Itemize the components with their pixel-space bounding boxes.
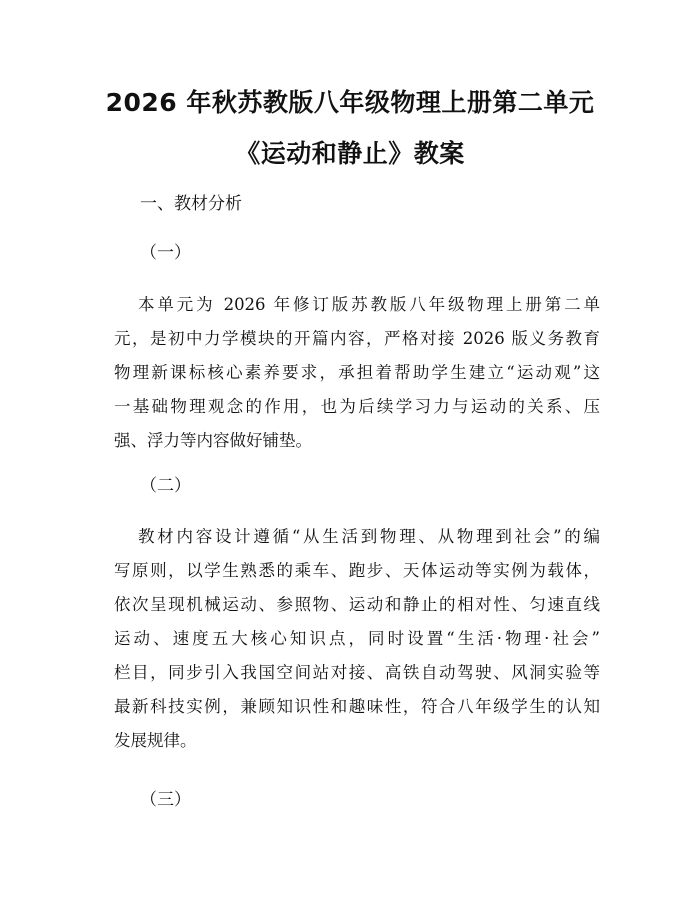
paragraph-line: 最新科技实例，兼顾知识性和趣味性，符合八年级学生的认知 [114,697,600,716]
paragraph-1 [114,288,600,458]
paragraph-line: 本单元为 2026 年修订版苏教版八年级物理上册第二单 [138,295,600,314]
paragraph-2 [114,520,600,758]
document-title-line-2: 《运动和静止》教案 [235,139,465,168]
paragraph-line: 物理新课标核心素养要求，承担着帮助学生建立“运动观”这 [114,363,600,382]
paragraph-line: 运动、速度五大核心知识点，同时设置“生活·物理·社会” [114,629,600,648]
document-title-line-1: 2026 年秋苏教版八年级物理上册第二单元 [105,88,595,117]
paragraph-line: 写原则，以学生熟悉的乘车、跑步、天体运动等实例为载体， [114,561,600,580]
paragraph-line: 强、浮力等内容做好铺垫。 [114,431,312,450]
paragraph-line: 发展规律。 [114,731,197,750]
paragraph-line: 教材内容设计遵循“从生活到物理、从物理到社会”的编 [138,527,600,546]
subsection-label-3: （三） [140,790,191,810]
paragraph-line: 依次呈现机械运动、参照物、运动和静止的相对性、匀速直线 [114,595,600,614]
section-heading: 一、教材分析 [140,194,242,214]
subsection-label-1: （一） [140,243,191,263]
paragraph-line: 一基础物理观念的作用，也为后续学习力与运动的关系、压 [114,397,600,416]
paragraph-line: 栏目，同步引入我国空间站对接、高铁自动驾驶、风洞实验等 [114,663,600,682]
subsection-label-2: （二） [140,476,191,496]
paragraph-line: 元，是初中力学模块的开篇内容，严格对接 2026 版义务教育 [114,329,600,348]
